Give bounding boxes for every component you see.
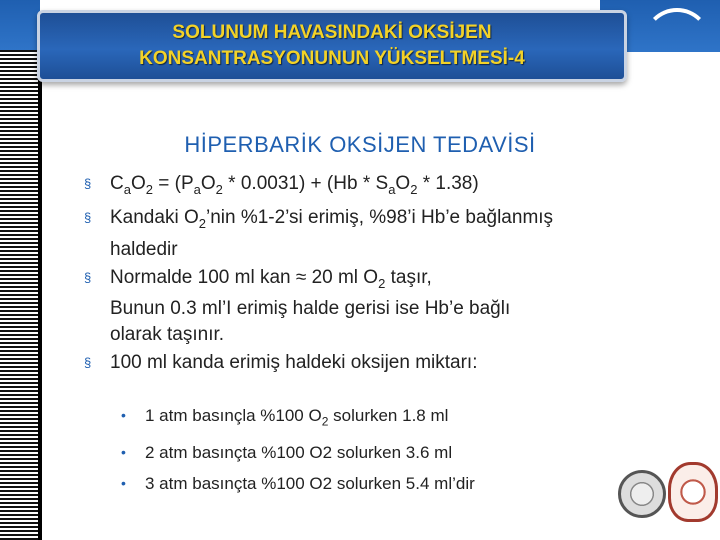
faculty-seal-icon: [668, 462, 718, 522]
left-striped-strip: [0, 50, 38, 540]
slide-title-box: [37, 10, 627, 82]
sub-bullet-3atm: • 3 atm basınçta %100 O2 solurken 5.4 ml’dir: [145, 468, 705, 499]
sub-bullet-marker-icon: •: [121, 475, 126, 492]
bullet-marker-icon: §: [84, 209, 92, 225]
sub-bullet-marker-icon: •: [121, 444, 126, 461]
top-left-band: [0, 0, 40, 50]
slide-title-line-2: KONSANTRASYONUNUN YÜKSELTMESİ-4: [139, 48, 525, 69]
bullet-item-dissolved: § Kandaki $O_2’nin$ %1-2’si erimiş, %98’i Hb’e bağlanmış haldedir: [84, 206, 554, 260]
corner-arc-icon: [643, 8, 711, 76]
bullet-marker-icon: §: [84, 176, 92, 191]
slide-subtitle: HİPERBARİK OKSİJEN TEDAVİSİ: [184, 132, 536, 157]
bullet-list: [84, 171, 710, 376]
bullet-marker-icon: §: [84, 269, 92, 285]
bullet-marker-icon: §: [84, 355, 92, 371]
bullet-item-formula: § $C_aO_2 = (P_aO_2 * 0.0031) + (Hb * S_aO_2 * 1.38)$: [84, 173, 479, 197]
bullet-item-amount: § 100 ml kanda erimiş haldeki oksijen miktarı:: [110, 350, 710, 376]
sub-bullet-marker-icon: •: [121, 407, 126, 423]
university-seal-icon: [618, 470, 666, 518]
bullet-item-normal: § Normalde 100 ml kan ≈ 20 ml $O_2$ taşır, Bunun 0.3 ml’I erimiş halde gerisi ise Hb’e bağlı olarak taşınır.: [84, 266, 511, 346]
sub-bullet-2atm: • 2 atm basınçta %100 O2 solurken 3.6 ml: [145, 437, 705, 468]
slide-title-line-1: SOLUNUM HAVASINDAKİ OKSİJEN: [172, 22, 492, 43]
left-strip-edge: [38, 50, 42, 540]
sub-bullet-1atm: • 1 atm basınçla %100 $O_2$ solurken 1.8 ml: [145, 400, 705, 437]
